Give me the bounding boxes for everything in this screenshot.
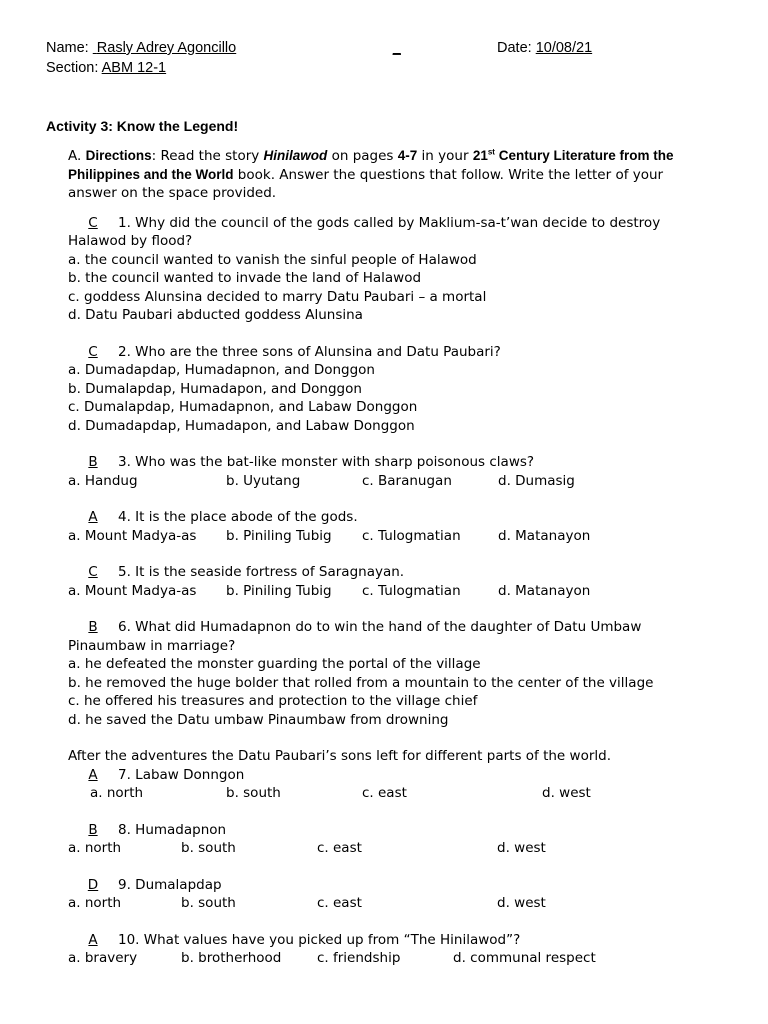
question-stem: C 2. Who are the three sons of Alunsina and Datu Paubari? [68, 343, 708, 362]
question-9 [68, 876, 708, 913]
book-title: Century Literature from the Philippines and the World [68, 148, 674, 182]
choice: c. Tulogmatian [362, 527, 461, 544]
question-stem: A 7. Labaw Donngon [68, 766, 708, 785]
section-label: Section: [46, 60, 99, 76]
choice: a. north [68, 895, 122, 911]
choice-row [68, 784, 708, 803]
choice: a. Mount Madya-as [68, 527, 197, 544]
option: c. he offered his treasures and protection to the village chief [68, 693, 478, 709]
question-8 [68, 821, 708, 858]
student-header [46, 38, 401, 78]
section-row [46, 58, 401, 78]
option: c. Dumalapdap, Humadapnon, and Labaw Donggon [68, 399, 418, 415]
option: a. he defeated the monster guarding the portal of the village [68, 656, 481, 672]
choice: c. friendship [317, 950, 401, 966]
choice: b. Uyutang [226, 472, 301, 489]
question-stem: D 9. Dumalapdap [68, 876, 708, 895]
option: b. the council wanted to invade the land of Halawod [68, 270, 422, 286]
choice: b. brotherhood [181, 950, 282, 966]
directions: A. Directions: Read the story Hinilawod on pages 4-7 in your 21st Century Literature from the Philippines and the World book. Answer the questions that follow. Write the letter of your answer on the space provided. [68, 147, 674, 201]
choice: a. Handug [68, 472, 138, 489]
question-7 [68, 747, 708, 803]
story-title: Hinilawod [263, 148, 328, 163]
choice-row [68, 527, 708, 546]
option: d. he saved the Datu umbaw Pinaumbaw from drowning [68, 711, 449, 728]
activity-content [68, 147, 708, 986]
option: c. goddess Alunsina decided to marry Datu Paubari – a mortal [68, 288, 487, 305]
choice: a. bravery [68, 950, 138, 966]
directions-label: Directions [85, 148, 152, 163]
answer-blank[interactable]: C [88, 214, 98, 231]
question-stem: B 8. Humadapnon [68, 821, 708, 840]
choice: a. north [68, 840, 122, 856]
choice: d. Matanayon [498, 527, 591, 544]
choice: b. south [181, 895, 236, 911]
choice-row [68, 839, 708, 858]
choice: a. Mount Madya-as [68, 582, 197, 599]
option: a. the council wanted to vanish the sinful people of Halawod [68, 251, 477, 268]
choice: c. east [317, 840, 362, 856]
name-row [46, 38, 401, 58]
answer-blank[interactable]: A [88, 509, 98, 525]
answer-blank[interactable]: D [87, 876, 99, 893]
question-stem: A 4. It is the place abode of the gods. [68, 508, 708, 527]
choice-row [68, 472, 708, 491]
option: b. Dumalapdap, Humadapon, and Donggon [68, 380, 362, 397]
choice: c. east [317, 895, 362, 911]
question-2 [68, 343, 708, 436]
choice: b. Piniling Tubig [226, 527, 332, 544]
choice: b. south [181, 840, 236, 856]
date-value: 10/08/21 [535, 40, 593, 56]
answer-blank[interactable]: A [88, 931, 98, 948]
question-1 [68, 214, 708, 325]
choice-row [68, 582, 708, 601]
choice-row [68, 894, 708, 913]
choice: d. Dumasig [498, 472, 575, 489]
choice: c. Baranugan [362, 472, 452, 489]
choice: d. west [497, 895, 546, 911]
activity-title: Activity 3: Know the Legend! [46, 118, 239, 134]
answer-blank[interactable]: C [88, 564, 98, 580]
answer-blank[interactable]: B [88, 454, 98, 470]
choice: c. east [362, 785, 407, 801]
choice: b. Piniling Tubig [226, 582, 332, 599]
question-stem: C 5. It is the seaside fortress of Saragnayan. [68, 563, 708, 582]
question-stem: B 6. What did Humadapnon do to win the hand of the daughter of Datu Umbaw Pinaumbaw in marriage? [68, 619, 642, 654]
choice: a. north [90, 785, 144, 801]
option: d. Dumadapdap, Humadapon, and Labaw Donggon [68, 417, 415, 434]
name-trailing: _ [392, 40, 401, 56]
name-label: Name: [46, 40, 89, 56]
answer-blank[interactable]: A [88, 766, 98, 783]
choice: d. Matanayon [498, 582, 591, 599]
choice: d. communal respect [453, 950, 596, 966]
option: b. he removed the huge bolder that rolled from a mountain to the center of the village [68, 674, 654, 691]
choice: d. west [497, 840, 546, 856]
question-6 [68, 618, 708, 729]
date-label: Date: [497, 40, 532, 56]
option: a. Dumadapdap, Humadapnon, and Donggon [68, 362, 375, 378]
question-stem: B 3. Who was the bat-like monster with sharp poisonous claws? [68, 453, 708, 472]
choice: d. west [542, 785, 591, 801]
question-stem: C 1. Why did the council of the gods called by Maklium-sa-t’wan decide to destroy Halawod by flood? [68, 214, 661, 249]
question-4 [68, 508, 708, 545]
question-10 [68, 931, 708, 968]
choice-row [68, 949, 708, 968]
option: d. Datu Paubari abducted goddess Alunsina [68, 307, 363, 323]
question-3 [68, 453, 708, 490]
answer-blank[interactable]: C [88, 343, 98, 360]
name-value: Rasly Adrey Agoncillo [96, 40, 237, 56]
answer-blank[interactable]: B [88, 619, 98, 635]
question-5 [68, 563, 708, 600]
answer-blank[interactable]: B [88, 821, 98, 838]
section-value: ABM 12-1 [101, 60, 167, 76]
date-row [497, 38, 592, 58]
choice: c. Tulogmatian [362, 582, 461, 599]
question-stem: A 10. What values have you picked up from “The Hinilawod”? [68, 931, 708, 950]
choice: b. south [226, 785, 281, 801]
narrative-text: After the adventures the Datu Paubari’s sons left for different parts of the world. [68, 748, 611, 764]
